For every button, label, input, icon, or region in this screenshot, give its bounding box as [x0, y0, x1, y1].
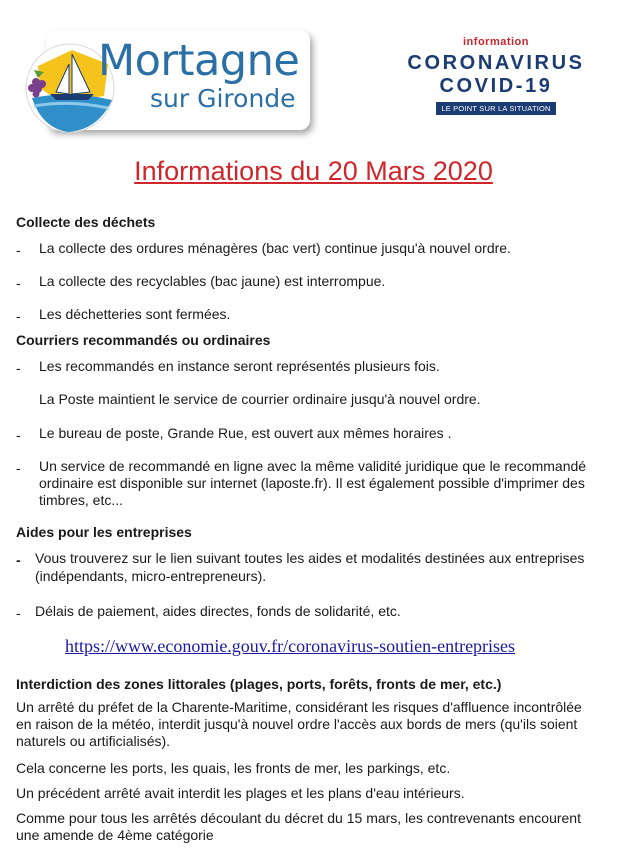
- bullet-dash: -: [16, 605, 21, 621]
- section-heading-coast: Interdiction des zones littorales (plages, ports, forêts, fronts de mer, etc.): [16, 676, 502, 692]
- page-title: Informations du 20 Mars 2020: [134, 156, 493, 186]
- logo-town-subtitle: sur Gironde: [150, 84, 296, 113]
- badge-line-2: COVID-19: [439, 75, 553, 97]
- list-item: La collecte des recyclables (bac jaune) est interrompue.: [39, 273, 386, 289]
- bullet-dash: -: [16, 460, 21, 476]
- paragraph: Un précédent arrêté avait interdit les plages et les plans d'eau intérieurs.: [16, 785, 465, 801]
- paragraph: Cela concerne les ports, les quais, les fronts de mer, les parkings, etc.: [16, 760, 451, 776]
- badge-tagline: LE POINT SUR LA SITUATION: [436, 102, 555, 115]
- list-item-line: Un service de recommandé en ligne avec la même validité juridique que le recommandé: [39, 458, 587, 474]
- list-item: Les recommandés en instance seront représentés plusieurs fois.: [39, 358, 440, 374]
- bullet-dash: -: [16, 308, 21, 324]
- paragraph-line: Comme pour tous les arrêtés découlant du décret du 15 mars, les contrevenants encourent: [16, 810, 581, 826]
- mail-note: La Poste maintient le service de courrier ordinaire jusqu'à nouvel ordre.: [39, 391, 481, 407]
- paragraph-line: en raison de la météo, interdit jusqu'à nouvel ordre l'accès aux bords de mers (qu'ils soient: [16, 716, 578, 732]
- paragraph-line: Un arrêté du préfet de la Charente-Maritime, considérant les risques d'affluence incontrôlée: [16, 699, 582, 715]
- list-item-line: timbres, etc...: [39, 492, 124, 508]
- section-heading-waste: Collecte des déchets: [16, 214, 156, 230]
- list-item-line: (indépendants, micro-entrepreneurs).: [35, 568, 267, 584]
- bullet-dash: -: [16, 360, 21, 376]
- badge-line-1: CORONAVIRUS: [407, 52, 585, 74]
- badge-label: information: [463, 36, 529, 48]
- paragraph-line: naturels ou artificialisés).: [16, 733, 171, 749]
- list-item-line: Vous trouverez sur le lien suivant toutes les aides et modalités destinées aux entreprises: [35, 550, 585, 566]
- bullet-dash: -: [16, 552, 21, 568]
- list-item: Le bureau de poste, Grande Rue, est ouvert aux mêmes horaires .: [39, 425, 452, 441]
- list-item: La collecte des ordures ménagères (bac vert) continue jusqu'à nouvel ordre.: [39, 240, 511, 256]
- economie-gouv-link[interactable]: https://www.economie.gouv.fr/coronavirus-soutien-entreprises: [65, 636, 516, 656]
- list-item: Délais de paiement, aides directes, fonds de solidarité, etc.: [35, 603, 401, 619]
- bullet-dash: -: [16, 242, 21, 258]
- list-item: Les déchetteries sont fermées.: [39, 306, 231, 322]
- section-heading-mail: Courriers recommandés ou ordinaires: [16, 332, 271, 348]
- coronavirus-badge: [398, 36, 594, 116]
- logo-town-name: Mortagne: [98, 36, 300, 86]
- mortagne-logo: [20, 30, 312, 134]
- list-item-line: ordinaire est disponible sur internet (laposte.fr). Il est également possible d'imprimer des: [39, 475, 585, 491]
- bullet-dash: -: [16, 427, 21, 443]
- section-heading-business: Aides pour les entreprises: [16, 524, 192, 540]
- paragraph-line: une amende de 4ème catégorie: [16, 827, 214, 843]
- bullet-dash: -: [16, 275, 21, 291]
